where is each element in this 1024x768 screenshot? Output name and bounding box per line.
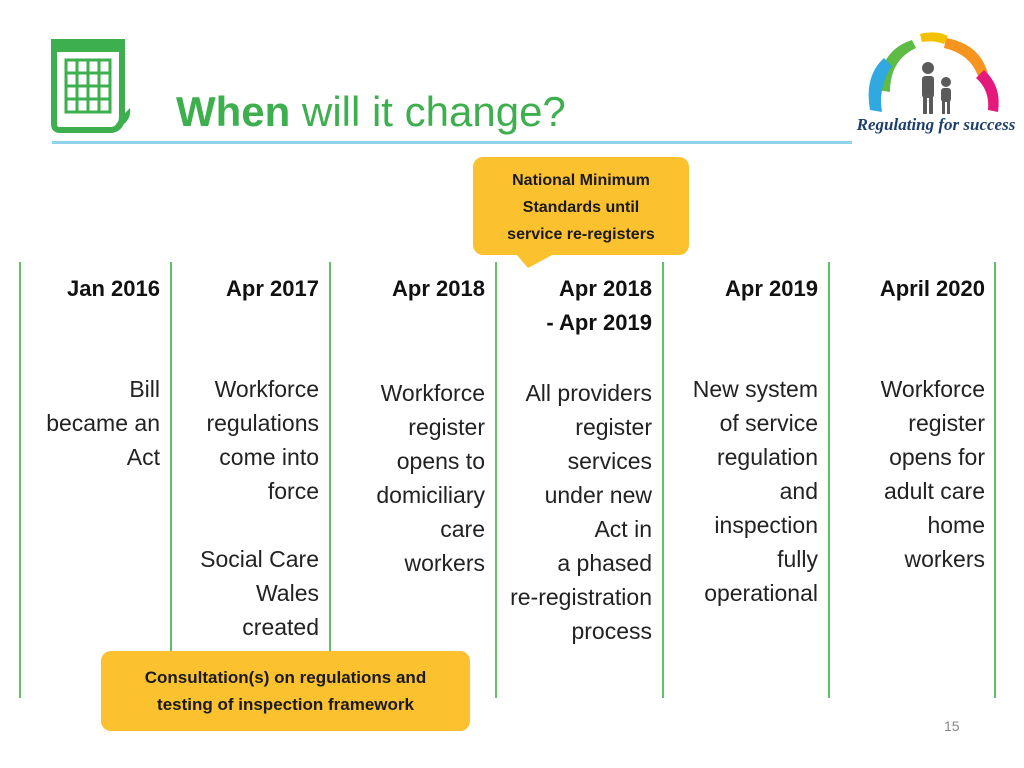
title-bold: When — [176, 88, 291, 135]
divider — [170, 262, 172, 698]
timeline-column-apr-2017 — [176, 272, 319, 644]
timeline-column-apr-2019 — [668, 272, 818, 610]
timeline-column-apr-2018-apr-2019 — [500, 272, 652, 648]
timeline-column-jan-2016 — [24, 272, 160, 474]
timeline-date: Apr 2018 - Apr 2019 — [546, 276, 652, 335]
timeline-date: April 2020 — [879, 276, 985, 301]
callout-consultation — [101, 651, 470, 731]
divider — [994, 262, 996, 698]
timeline-date: Apr 2017 — [226, 276, 319, 301]
timeline-description: Workforce register opens to domiciliary care workers — [376, 380, 485, 576]
timeline-description: Bill became an Act — [46, 376, 160, 470]
timeline-column-apr-2018 — [335, 272, 485, 580]
page-number: 15 — [944, 718, 960, 734]
callout-text: Consultation(s) on regulations and testing of inspection framework — [144, 668, 427, 714]
divider — [329, 262, 331, 698]
timeline-date: Apr 2019 — [725, 276, 818, 301]
timeline-description: Workforce regulations come into force — [206, 376, 319, 504]
title-rest: will it change? — [290, 88, 566, 135]
timeline-column-april-2020 — [834, 272, 985, 576]
logo-text: Regulating for success — [856, 115, 1016, 134]
divider — [19, 262, 21, 698]
page-title — [176, 88, 566, 136]
title-underline — [52, 141, 852, 144]
divider — [828, 262, 830, 698]
timeline-date: Jan 2016 — [67, 276, 160, 301]
callout-text: National Minimum Standards until service re-registers — [507, 172, 655, 243]
timeline-description: New system of service regulation and inspection fully operational — [692, 376, 818, 606]
divider — [495, 262, 497, 698]
timeline-description: All providers register services under new Act in a phased re-registration process — [510, 380, 652, 644]
timeline-description: Workforce register opens for adult care home workers — [880, 376, 985, 572]
callout-national-minimum-standards — [473, 157, 689, 255]
timeline-description-secondary: Social Care Wales created — [200, 546, 319, 640]
callout-pointer — [516, 254, 554, 268]
calendar-icon — [50, 38, 134, 134]
divider — [662, 262, 664, 698]
timeline-date: Apr 2018 — [392, 276, 485, 301]
